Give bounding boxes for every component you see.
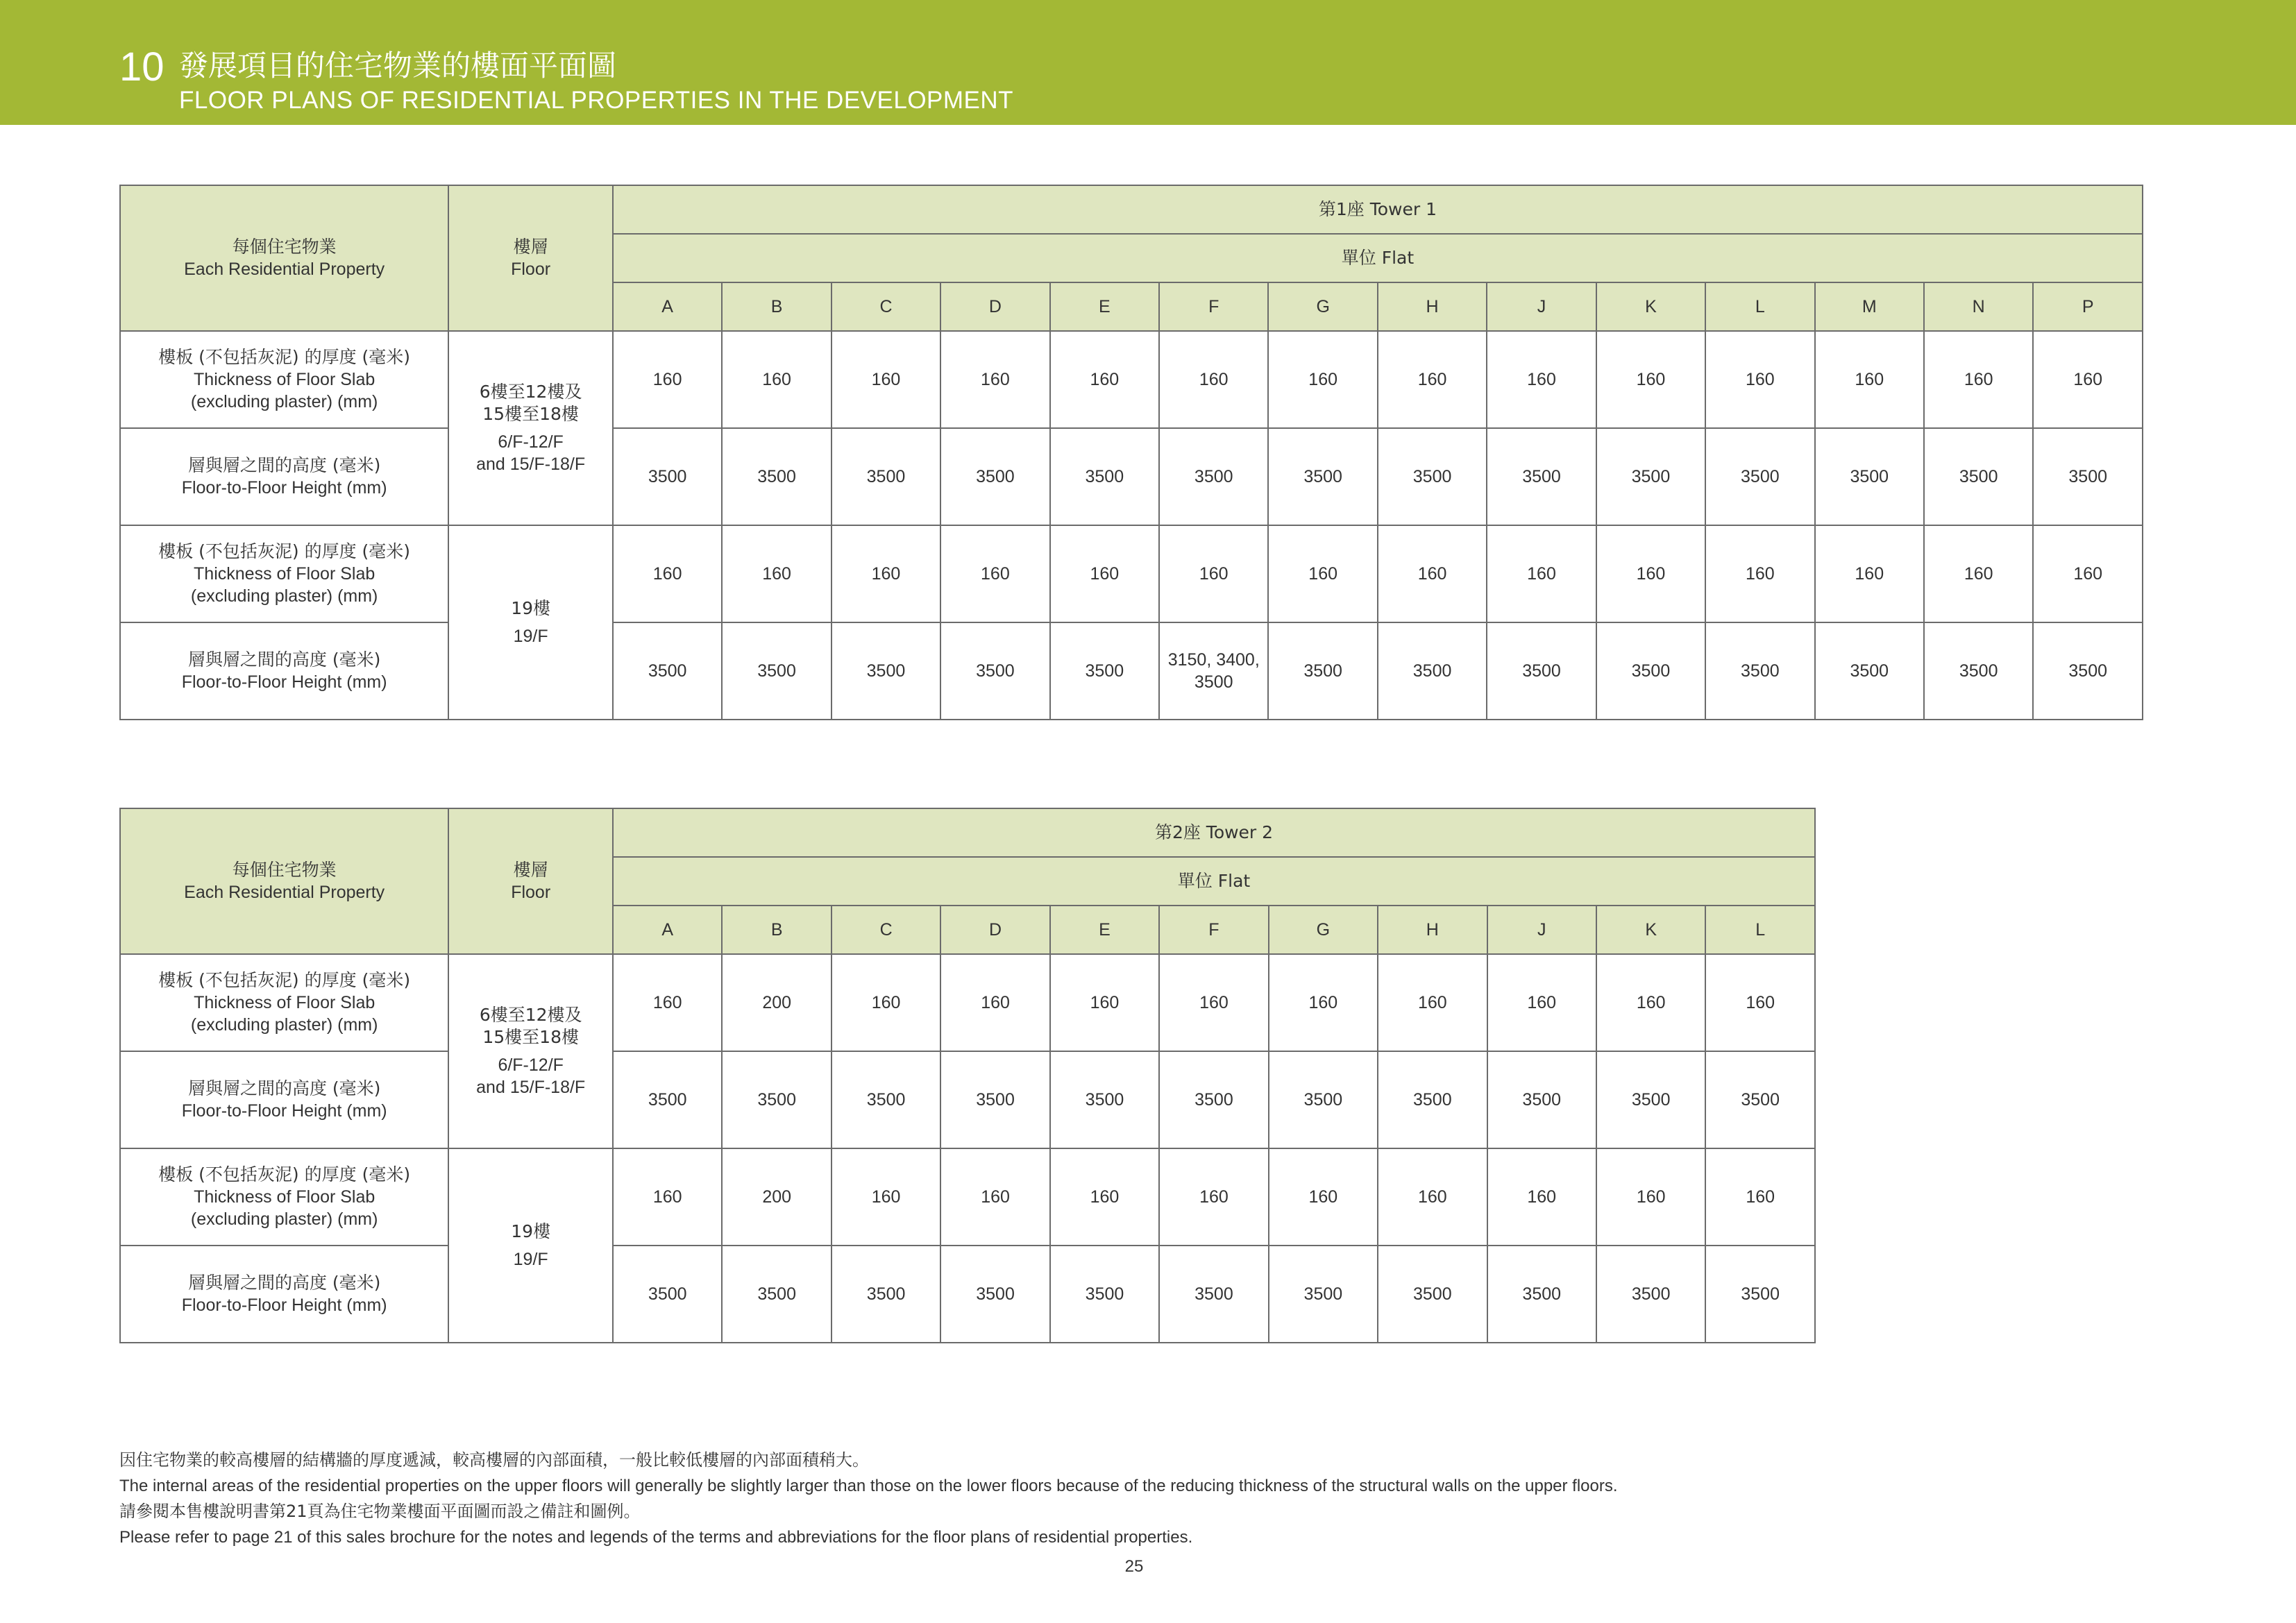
height-label-zh: 層與層之間的高度 (毫米): [187, 455, 381, 475]
height-value: 3500: [1159, 1246, 1268, 1343]
height-value: 3500: [1487, 428, 1596, 525]
spacer: [452, 620, 609, 625]
tower-title: 第1座 Tower 1: [613, 185, 2143, 234]
floor-range-6-18: [448, 331, 613, 525]
floor-header-en: Floor: [511, 883, 551, 902]
slab-value: 160: [722, 331, 831, 428]
slab-thickness-label: [120, 1148, 448, 1246]
slab-value: 160: [613, 1148, 722, 1246]
floor-range-en: 19/F: [513, 1250, 548, 1269]
height-value: 3500: [832, 428, 940, 525]
flat-letter: L: [1705, 906, 1815, 954]
slab-thickness-label: [120, 331, 448, 428]
floor-range-19: [448, 525, 613, 720]
height-value: 3500: [722, 1051, 831, 1148]
height-value: 3500: [722, 1246, 831, 1343]
note-line-en-1: The internal areas of the residential properties on the upper floors will generally be slightly larger than those on the lower floors because of the reducing thickness of the structural walls on the upper floors.: [119, 1477, 1618, 1495]
flat-letter: F: [1159, 282, 1268, 331]
height-value: 3500: [1050, 1051, 1159, 1148]
height-value: 3500: [613, 1051, 722, 1148]
height-value: 3500: [832, 1051, 940, 1148]
slab-value: 160: [1705, 954, 1815, 1051]
height-value: 3500: [1705, 622, 1814, 720]
slab-value: 160: [2033, 331, 2143, 428]
floor-header-zh: 樓層: [513, 237, 548, 257]
height-value: 3500: [940, 1051, 1049, 1148]
flat-letter: C: [832, 906, 940, 954]
slab-value: 160: [832, 1148, 940, 1246]
height-label-zh: 層與層之間的高度 (毫米): [187, 1078, 381, 1098]
floor-range-zh-1: 6樓至12樓及: [479, 1005, 582, 1025]
flat-letter: G: [1268, 282, 1377, 331]
floor-range-6-18: [448, 954, 613, 1148]
floor-height-label: [120, 1246, 448, 1343]
height-value: 3500: [1487, 1246, 1596, 1343]
slab-value: 200: [722, 1148, 831, 1246]
slab-thickness-label: [120, 525, 448, 622]
section-title-en: FLOOR PLANS OF RESIDENTIAL PROPERTIES IN THE DEVELOPMENT: [179, 87, 1014, 114]
flat-letter: M: [1815, 282, 1924, 331]
slab-value: 160: [1705, 525, 1814, 622]
height-value: 3500: [1050, 1246, 1159, 1343]
height-value: 3500: [1378, 622, 1487, 720]
slab-label-en-2: (excluding plaster) (mm): [190, 392, 378, 411]
height-label-zh: 層與層之間的高度 (毫米): [187, 649, 381, 670]
height-value: 3500: [613, 622, 722, 720]
slab-label-zh: 樓板 (不包括灰泥) 的厚度 (毫米): [158, 1164, 411, 1184]
section-number: 10: [119, 44, 164, 90]
slab-value: 160: [940, 331, 1049, 428]
height-value: 3500: [832, 1246, 940, 1343]
height-value: 3500: [1705, 1051, 1815, 1148]
flat-letter: E: [1050, 906, 1159, 954]
height-value: 3500: [940, 428, 1049, 525]
slab-label-en-2: (excluding plaster) (mm): [190, 1209, 378, 1229]
slab-value: 160: [1159, 331, 1268, 428]
flat-letter: G: [1269, 906, 1378, 954]
height-label-en: Floor-to-Floor Height (mm): [181, 1101, 387, 1121]
flat-letter: A: [613, 906, 722, 954]
height-value: 3500: [1815, 428, 1924, 525]
slab-value: 160: [940, 954, 1049, 1051]
flat-header: 單位 Flat: [613, 857, 1815, 906]
height-value: 3500: [1596, 1246, 1705, 1343]
height-value: 3500: [1705, 428, 1814, 525]
slab-value: 160: [1050, 525, 1159, 622]
section-title-zh: 發展項目的住宅物業的樓面平面圖: [179, 49, 617, 83]
property-header: [120, 185, 448, 331]
floor-range-en-1: 6/F-12/F: [498, 1055, 564, 1075]
tower1-spec-table: [119, 185, 2143, 720]
property-header-zh: 每個住宅物業: [232, 860, 337, 880]
slab-label-zh: 樓板 (不包括灰泥) 的厚度 (毫米): [158, 541, 411, 561]
note-line-zh-1: 因住宅物業的較高樓層的結構牆的厚度遞減，較高樓層的內部面積，一般比較低樓層的內部面積稍大。: [119, 1450, 869, 1470]
floor-range-en-1: 6/F-12/F: [498, 432, 564, 452]
flat-letter: L: [1705, 282, 1814, 331]
height-value: 3500: [1924, 428, 2033, 525]
height-value: 3500: [1050, 428, 1159, 525]
slab-value: 160: [1924, 331, 2033, 428]
slab-value: 160: [1815, 525, 1924, 622]
floor-height-label: [120, 1051, 448, 1148]
slab-value: 160: [1269, 954, 1378, 1051]
height-value: 3500: [2033, 428, 2143, 525]
height-value: 3500: [1378, 1246, 1487, 1343]
height-value: 3500: [1705, 1246, 1815, 1343]
flat-letter: F: [1159, 906, 1268, 954]
flat-letter: B: [722, 282, 831, 331]
slab-value: 160: [1378, 525, 1487, 622]
slab-label-en: Thickness of Floor Slab: [194, 370, 375, 389]
slab-value: 160: [613, 525, 722, 622]
floor-range-zh-2: 15樓至18樓: [482, 404, 579, 424]
slab-value: 160: [1378, 1148, 1487, 1246]
slab-value: 160: [1596, 1148, 1705, 1246]
note-line-en-2: Please refer to page 21 of this sales brochure for the notes and legends of the terms and abbreviations for the floor plans of residential properties.: [119, 1528, 1193, 1547]
height-label-en: Floor-to-Floor Height (mm): [181, 672, 387, 692]
flat-letter: K: [1596, 906, 1705, 954]
slab-value: 160: [1705, 331, 1814, 428]
slab-label-en-2: (excluding plaster) (mm): [190, 586, 378, 606]
floor-header: [448, 185, 613, 331]
flat-letter: H: [1378, 906, 1487, 954]
flat-letter: H: [1378, 282, 1487, 331]
slab-label-zh: 樓板 (不包括灰泥) 的厚度 (毫米): [158, 970, 411, 990]
flat-letter: D: [940, 282, 1049, 331]
height-value: 3500: [2033, 622, 2143, 720]
height-value: 3500: [613, 1246, 722, 1343]
slab-label-en: Thickness of Floor Slab: [194, 564, 375, 584]
height-value: 3500: [1378, 428, 1487, 525]
height-value: 3500: [1487, 1051, 1596, 1148]
height-value: 3500: [1269, 1051, 1378, 1148]
flat-letter: J: [1487, 906, 1596, 954]
height-value: 3500: [1159, 1051, 1268, 1148]
slab-value: 160: [1487, 525, 1596, 622]
slab-value: 160: [1596, 331, 1705, 428]
flat-letter: N: [1924, 282, 2033, 331]
slab-value: 160: [1269, 1148, 1378, 1246]
height-value: 3500: [722, 428, 831, 525]
flat-letter: A: [613, 282, 722, 331]
floor-range-en: 19/F: [513, 627, 548, 646]
flat-letter: K: [1596, 282, 1705, 331]
flat-letter: E: [1050, 282, 1159, 331]
slab-value: 160: [1487, 954, 1596, 1051]
property-header-en: Each Residential Property: [184, 883, 385, 902]
slab-label-en-2: (excluding plaster) (mm): [190, 1015, 378, 1035]
height-label-zh: 層與層之間的高度 (毫米): [187, 1273, 381, 1293]
slab-value: 160: [1378, 954, 1487, 1051]
floor-height-label: [120, 622, 448, 720]
height-value: 3500: [940, 1246, 1049, 1343]
slab-value: 160: [832, 954, 940, 1051]
floor-range-en-2: and 15/F-18/F: [476, 1078, 586, 1097]
slab-value: 160: [1487, 331, 1596, 428]
floor-header: [448, 808, 613, 954]
height-label-en: Floor-to-Floor Height (mm): [181, 1295, 387, 1315]
tower2-spec-table: [119, 808, 1816, 1343]
floor-range-zh: 19樓: [511, 598, 550, 618]
slab-value: 160: [1159, 525, 1268, 622]
slab-value: 160: [1378, 331, 1487, 428]
floor-range-19: [448, 1148, 613, 1343]
height-value: 3500: [1159, 428, 1268, 525]
height-value: 3500: [832, 622, 940, 720]
flat-header: 單位 Flat: [613, 234, 2143, 282]
slab-value: 160: [613, 954, 722, 1051]
height-value: 3500: [613, 428, 722, 525]
note-line-zh-2: 請參閱本售樓說明書第21頁為住宅物業樓面平面圖而設之備註和圖例。: [119, 1502, 641, 1521]
height-value: 3500: [1487, 622, 1596, 720]
slab-value: 160: [1159, 1148, 1268, 1246]
slab-value: 160: [1050, 954, 1159, 1051]
height-value: 3150, 3400, 3500: [1159, 622, 1268, 720]
height-value: 3500: [1815, 622, 1924, 720]
slab-value: 160: [1487, 1148, 1596, 1246]
slab-value: 160: [1705, 1148, 1815, 1246]
floor-range-zh: 19樓: [511, 1221, 551, 1241]
floor-range-zh-2: 15樓至18樓: [482, 1027, 579, 1047]
flat-letter: B: [722, 906, 831, 954]
slab-value: 160: [1050, 1148, 1159, 1246]
floor-header-en: Floor: [511, 260, 551, 279]
slab-thickness-label: [120, 954, 448, 1051]
slab-value: 160: [940, 1148, 1049, 1246]
property-header-zh: 每個住宅物業: [232, 237, 337, 257]
height-value: 3500: [1269, 1246, 1378, 1343]
property-header-en: Each Residential Property: [184, 260, 385, 279]
slab-label-en: Thickness of Floor Slab: [194, 993, 375, 1012]
height-value: 3500: [940, 622, 1049, 720]
slab-value: 160: [2033, 525, 2143, 622]
height-value: 3500: [1924, 622, 2033, 720]
flat-letter: C: [832, 282, 940, 331]
spacer: [452, 425, 609, 431]
height-value: 3500: [1050, 622, 1159, 720]
slab-value: 160: [1268, 525, 1377, 622]
flat-letter: D: [940, 906, 1049, 954]
slab-label-en: Thickness of Floor Slab: [194, 1187, 375, 1207]
property-header: [120, 808, 448, 954]
floor-header-zh: 樓層: [513, 860, 548, 880]
slab-value: 160: [1596, 954, 1705, 1051]
height-value: 3500: [722, 622, 831, 720]
slab-value: 160: [1268, 331, 1377, 428]
floor-height-label: [120, 428, 448, 525]
slab-label-zh: 樓板 (不包括灰泥) 的厚度 (毫米): [158, 347, 411, 367]
height-value: 3500: [1268, 428, 1377, 525]
flat-letter: J: [1487, 282, 1596, 331]
slab-value: 160: [722, 525, 831, 622]
floor-range-en-2: and 15/F-18/F: [476, 454, 586, 474]
spacer: [452, 1243, 609, 1248]
slab-value: 200: [722, 954, 831, 1051]
slab-value: 160: [832, 331, 940, 428]
slab-value: 160: [613, 331, 722, 428]
spacer: [452, 1048, 609, 1054]
height-value: 3500: [1378, 1051, 1487, 1148]
page-number: 25: [1124, 1557, 1144, 1576]
slab-value: 160: [832, 525, 940, 622]
height-value: 3500: [1596, 428, 1705, 525]
height-label-en: Floor-to-Floor Height (mm): [181, 478, 387, 498]
slab-value: 160: [940, 525, 1049, 622]
slab-value: 160: [1815, 331, 1924, 428]
floor-range-zh-1: 6樓至12樓及: [479, 382, 582, 402]
height-value: 3500: [1268, 622, 1377, 720]
notes: [119, 1447, 2132, 1550]
slab-value: 160: [1924, 525, 2033, 622]
height-value: 3500: [1596, 1051, 1705, 1148]
height-value: 3500: [1596, 622, 1705, 720]
slab-value: 160: [1596, 525, 1705, 622]
section-header: [0, 0, 2296, 125]
slab-value: 160: [1159, 954, 1268, 1051]
flat-letter: P: [2033, 282, 2143, 331]
slab-value: 160: [1050, 331, 1159, 428]
tower-title: 第2座 Tower 2: [613, 808, 1815, 857]
